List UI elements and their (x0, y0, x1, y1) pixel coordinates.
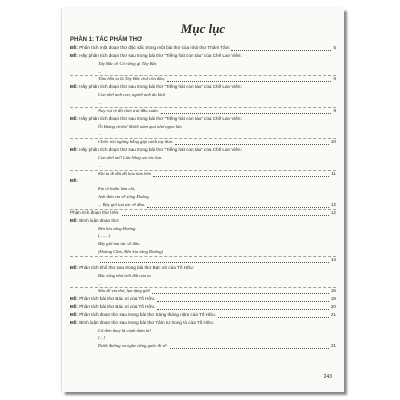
dot-leader (170, 344, 329, 349)
entry-label: ĐỀ: (70, 115, 80, 121)
toc-entry[interactable] (70, 148, 336, 154)
entry-text: Hãy phân tích đoạn thơ sau trong bài thơ “Tiếng hát con tàu” của Chế Lan Viên: (79, 52, 242, 58)
entry-text: Tâm hồn ta là Tây Bắc chứ còn đâu. (98, 76, 165, 82)
dot-leader (122, 211, 329, 216)
section-heading: PHẦN 1: TÁC PHẨM THƠ (70, 37, 143, 43)
entry-page-number: 9 (333, 107, 336, 113)
entry-page-number: 14 (330, 256, 336, 262)
entry-text: Em ơi buồn làm chi, (98, 186, 136, 192)
entry-text: ... Bây giờ tan tác về đâu. (98, 202, 146, 207)
entry-label: ĐỀ: (70, 304, 80, 310)
entry-text: Phân tích khổ thơ sau trong bài thơ Bác ơi! của Tố Hữu: (79, 264, 194, 270)
entry-text: Phân tích đoạn thơ trên. (70, 209, 120, 215)
entry-label: ĐỀ: (70, 84, 80, 90)
dot-leader (147, 203, 329, 208)
entry-text: Phân tích bài thơ Bác ơi của Tố Hữu. (79, 304, 156, 310)
toc-entry[interactable] (70, 93, 336, 99)
entry-text: Bên kia sông Đuống (98, 225, 136, 231)
toc-entry[interactable] (70, 336, 336, 342)
toc-entry[interactable] (70, 305, 336, 311)
entry-page-number: 21 (330, 311, 336, 317)
entry-divider (70, 256, 336, 257)
toc-entry[interactable] (70, 156, 336, 162)
entry-label: ĐỀ: (70, 178, 78, 184)
dot-leader (153, 172, 329, 177)
toc-entry[interactable] (70, 77, 336, 83)
toc-entry[interactable] (70, 211, 336, 217)
toc-entry[interactable] (70, 172, 336, 178)
dot-leader (218, 313, 329, 318)
entry-text: Nay rụt rè đã chín trái đầu xuân. (98, 107, 159, 113)
entry-page-number: 21 (330, 343, 336, 349)
entry-text: Bây giờ tan tác về đâu (98, 241, 140, 247)
toc-entry[interactable] (70, 329, 336, 335)
entry-text: ... (98, 280, 102, 286)
entry-label: ĐỀ: (70, 147, 80, 153)
toc-entry[interactable] (70, 313, 336, 319)
entry-label: ĐỀ: (70, 311, 80, 317)
dot-leader (152, 289, 329, 294)
page-title: Mục lục (180, 21, 226, 36)
entry-text: Hãy phân tích đoạn thơ sau trong bài thơ “Tiếng hát con tàu” của Chế Lan Viên: (79, 84, 242, 90)
toc-entry[interactable] (70, 234, 336, 240)
entry-text: Sữa để em thơ, lụa tặng già! (98, 288, 151, 294)
entry-page-number: 18 (330, 296, 336, 302)
entry-text: ... (98, 162, 102, 168)
entry-text: ... (98, 99, 102, 105)
entry-text: Hãy phân tích đoạn thơ sau trong bài thơ “Tiếng hát con tàu” của Chế Lan Viên: (79, 147, 242, 153)
page-number: 243 (323, 374, 332, 380)
entry-text: Phân tích đoạn thơ sau trong bài thơ Sáng tháng năm của Tố Hữu. (79, 311, 216, 317)
entry-page-number: 10 (330, 139, 336, 145)
entry-text: Anh đưa em về sông Đuống (98, 194, 149, 200)
entry-text: ... (98, 68, 102, 74)
entry-label: ĐỀ: (70, 45, 80, 50)
toc-entry[interactable] (70, 179, 336, 185)
entry-label: ĐỀ: (70, 217, 80, 223)
entry-page-number: 12 (330, 209, 336, 215)
entry-text: Bình luận đoạn thơ: (79, 217, 120, 223)
toc-entry[interactable] (70, 321, 336, 327)
toc-entry[interactable] (70, 227, 336, 233)
entry-page-number: 6 (333, 76, 336, 82)
entry-page-number: 16 (330, 288, 336, 294)
entry-text: Hãy phân tích đoạn thơ sau trong bài thơ “Tiếng hát con tàu” của Chế Lan Viên: (79, 115, 242, 121)
dot-leader (100, 258, 329, 263)
entry-text: Cô đơn thay là cảnh thân tù! (98, 327, 151, 333)
entry-text: Phân tích bài thơ Bác ơi của Tố Hữu. (79, 296, 156, 302)
toc-entry[interactable] (70, 297, 336, 303)
entry-text: Ôi kháng chiến! Mười năm qua như ngọn lửa (98, 123, 182, 129)
dot-leader (157, 305, 329, 310)
entry-label: ĐỀ: (70, 264, 80, 270)
entry-text: Con nhớ mế! Lửa hồng soi tóc bạc (98, 154, 162, 160)
entry-text: [...] (98, 335, 106, 341)
toc-entry[interactable] (70, 219, 336, 225)
entry-label: ĐỀ: (70, 296, 80, 302)
toc-entry[interactable] (70, 54, 336, 60)
entry-label: ĐỀ: (70, 52, 80, 58)
toc-entry[interactable] (70, 46, 336, 52)
toc-entry[interactable] (70, 344, 336, 350)
toc-entry[interactable] (70, 195, 336, 201)
entry-text: Tây Bắc ư! Có riêng gì Tây Bắc (98, 60, 157, 66)
entry-text: Dưới đường xa nghe tiếng guốc đi về. (98, 343, 168, 349)
entry-page-number: 12 (330, 202, 336, 207)
dot-leader (231, 46, 331, 51)
entry-text: Bác sống như trời đất của ta (98, 272, 151, 278)
toc-entry[interactable] (70, 125, 336, 131)
entry-text: Phân tích một đoạn thơ đặc sắc trong một bài thơ của nhà thơ Thâm Tâm (79, 45, 230, 50)
dot-leader (161, 109, 331, 114)
toc-entry[interactable] (70, 117, 336, 123)
entry-text: Chiếc nôi ngừng bỗng gặp cánh tay đưa. (98, 139, 174, 145)
toc-entry[interactable] (70, 62, 336, 68)
toc-entry[interactable] (70, 242, 336, 248)
dot-leader (167, 77, 331, 82)
toc-entry[interactable] (70, 258, 336, 264)
entry-text: (........) (98, 233, 111, 239)
entry-page-number: 5 (333, 45, 336, 50)
toc-entry[interactable] (70, 85, 336, 91)
entry-text: ... (98, 131, 102, 137)
toc-entry[interactable] (70, 289, 336, 295)
entry-text: Khi ta đi đất đã hóa tâm hồn (98, 170, 151, 176)
entry-text: Bình luận đoạn thơ sau trong bài thơ Tâm tư trong tù của Tố Hữu: (79, 319, 214, 325)
dot-leader (175, 140, 329, 145)
toc-entry[interactable] (70, 109, 336, 115)
entry-text: (Hoàng Cầm, Bên kia sông Đuống) (98, 249, 164, 255)
entry-page-number: 20 (330, 304, 336, 310)
toc-entry[interactable] (70, 140, 336, 146)
toc-page (62, 8, 344, 392)
toc-entry[interactable] (70, 274, 336, 280)
entry-text: Con nhớ anh con, người anh du kích (98, 92, 166, 98)
entry-label: ĐỀ: (70, 319, 80, 325)
entry-page-number: 11 (331, 170, 336, 176)
dot-leader (157, 297, 329, 302)
toc-entry[interactable] (70, 187, 336, 193)
toc-entry[interactable] (70, 266, 336, 272)
